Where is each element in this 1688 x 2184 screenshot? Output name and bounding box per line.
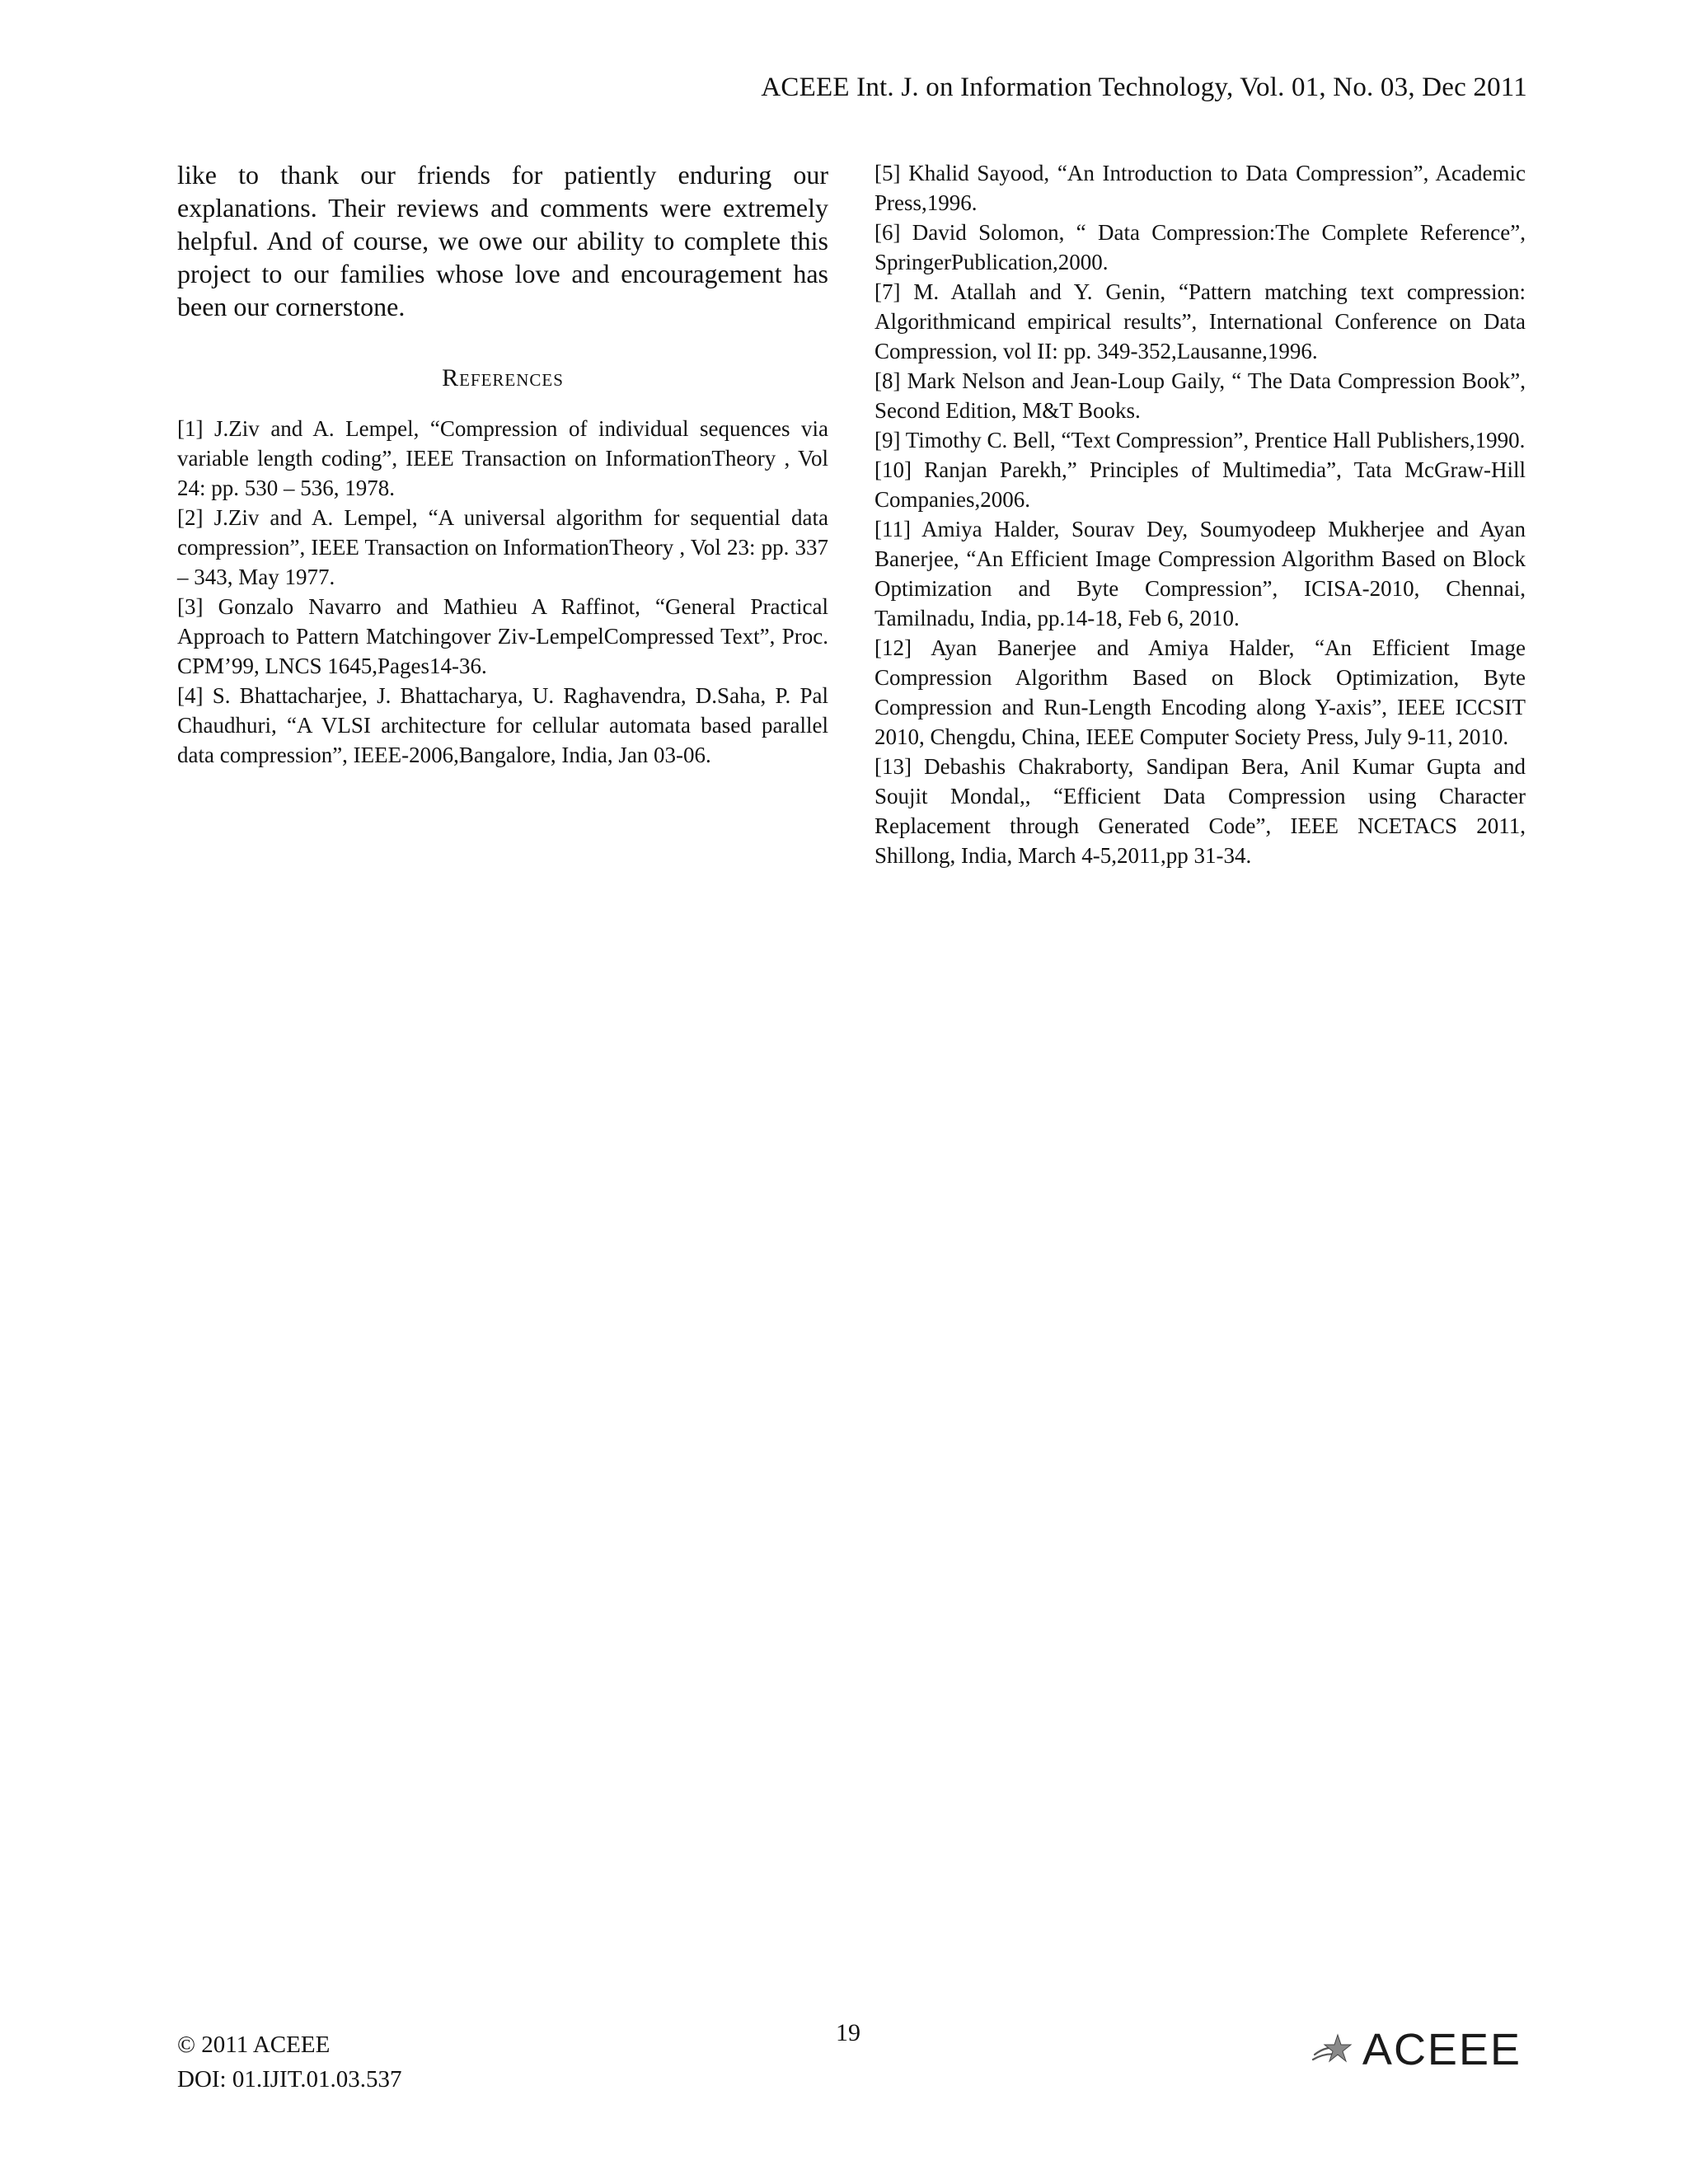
reference-item: [1] J.Ziv and A. Lempel, “Compression of individual sequences via variable length coding”, IEEE Transaction on InformationTheory , Vol 24: pp. 530 – 536, 1978. (177, 416, 828, 500)
reference-item: [13] Debashis Chakraborty, Sandipan Bera, Anil Kumar Gupta and Soujit Mondal,, “Efficient Data Compression using Character Replacement through Generated Code”, IEEE NCETACS 2011, Shillong, India, March 4-5,2011,pp 31-34. (874, 754, 1526, 868)
aceee-logo (1310, 2024, 1522, 2075)
reference-item: [3] Gonzalo Navarro and Mathieu A Raffinot, “General Practical Approach to Pattern Matchingover Ziv-LempelCompressed Text”, Proc. CPM’99, LNCS 1645,Pages14-36. (177, 594, 828, 678)
acknowledgement-text: like to thank our friends for patiently enduring our explanations. Their reviews and comments were extremely helpful. And of course, we owe our ability to complete this project to our families whose love and encouragement has been our cornerstone. (177, 160, 828, 321)
reference-item: [9] Timothy C. Bell, “Text Compression”, Prentice Hall Publishers,1990. (874, 428, 1526, 452)
reference-item: [10] Ranjan Parekh,” Principles of Multimedia”, Tata McGraw-Hill Companies,2006. (874, 457, 1526, 512)
reference-item: [6] David Solomon, “ Data Compression:The Complete Reference”, SpringerPublication,2000. (874, 220, 1526, 274)
logo-text: ACEEE (1362, 2025, 1522, 2074)
footer-info (177, 2027, 402, 2097)
left-column (177, 158, 828, 770)
page-number: 19 (836, 2019, 860, 2046)
reference-item: [5] Khalid Sayood, “An Introduction to Data Compression”, Academic Press,1996. (874, 161, 1526, 215)
right-column (874, 158, 1526, 870)
references-heading: References (442, 364, 564, 391)
copyright-notice: © 2011 ACEEE (177, 2032, 331, 2058)
reference-item: [2] J.Ziv and A. Lempel, “A universal algorithm for sequential data compression”, IEEE Transaction on InformationTheory , Vol 23: pp. 337 – 343, May 1977. (177, 505, 828, 589)
reference-item: [4] S. Bhattacharjee, J. Bhattacharya, U. Raghavendra, D.Saha, P. Pal Chaudhuri, “A VLSI architecture for cellular automata based parallel data compression”, IEEE-2006,Bangalore, India, Jan 03-06. (177, 683, 828, 767)
doi-text: DOI: 01.IJIT.01.03.537 (177, 2066, 402, 2093)
reference-item: [11] Amiya Halder, Sourav Dey, Soumyodeep Mukherjee and Ayan Banerjee, “An Efficient Image Compression Algorithm Based on Block Optimization and Byte Compression”, ICISA-2010, Chennai, Tamilnadu, India, pp.14-18, Feb 6, 2010. (874, 517, 1526, 630)
reference-item: [12] Ayan Banerjee and Amiya Halder, “An Efficient Image Compression Algorithm Based on Block Optimization, Byte Compression and Run-Length Encoding along Y-axis”, IEEE ICCSIT 2010, Chengdu, China, IEEE Computer Society Press, July 9-11, 2010. (874, 635, 1526, 749)
star-swirl-icon (1310, 2030, 1356, 2069)
running-head: ACEEE Int. J. on Information Technology, Vol. 01, No. 03, Dec 2011 (761, 73, 1527, 102)
reference-item: [8] Mark Nelson and Jean-Loup Gaily, “ The Data Compression Book”, Second Edition, M&T Books. (874, 368, 1526, 423)
reference-item: [7] M. Atallah and Y. Genin, “Pattern matching text compression: Algorithmicand empirical results”, International Conference on Data Compression, vol II: pp. 349-352,Lausanne,1996. (874, 279, 1526, 363)
